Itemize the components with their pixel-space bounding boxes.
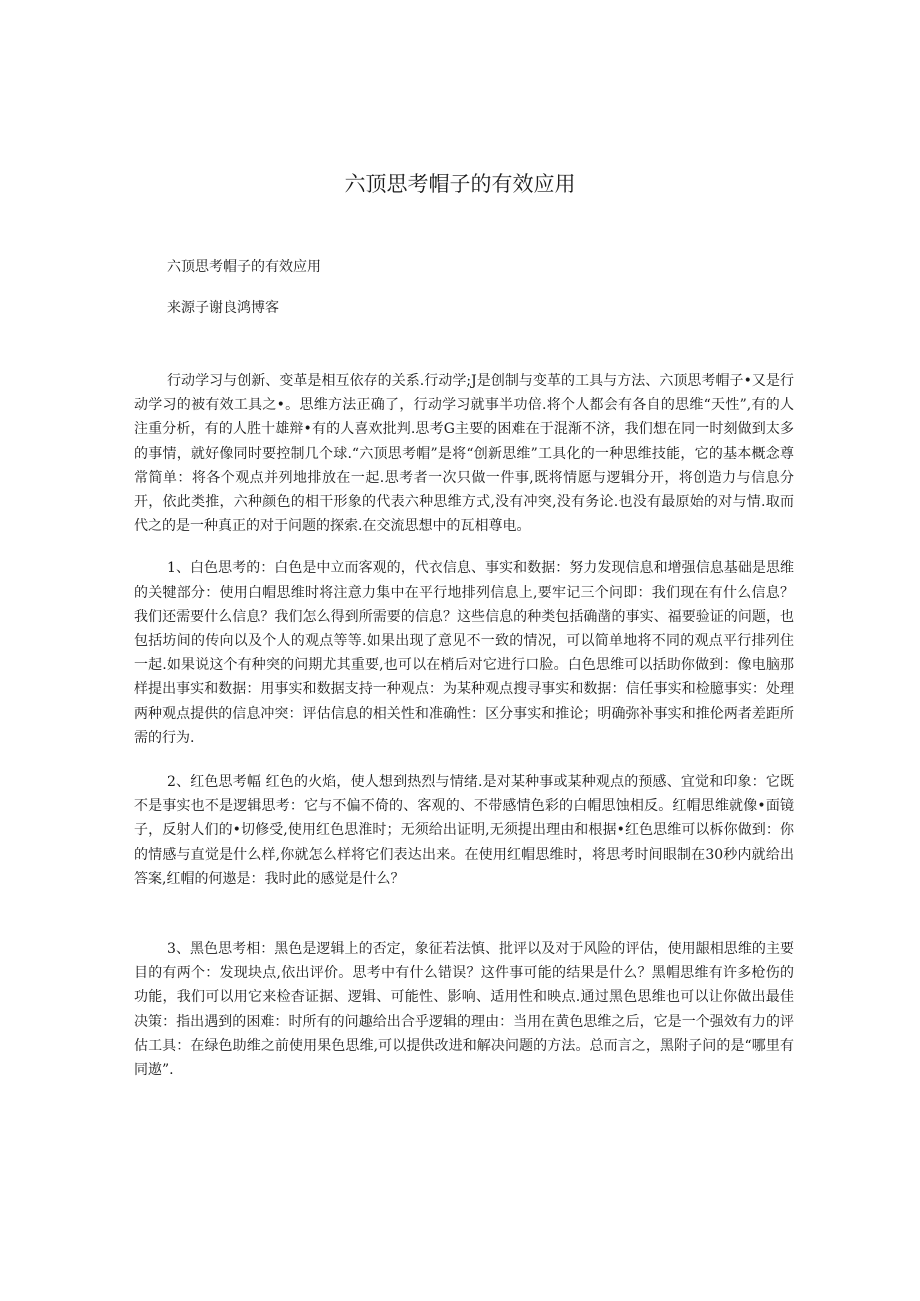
paragraph-black-hat: 3、黑色思考相：黑色是逻辑上的否定，象征若法慎、批评以及对于风险的评估，使用龈相思维的主要目的有两个：发现块点,依出评价。思考中有什么错误？这件事可能的结果是什么？黑帽思维有许多枪伤的功能，我们可以用它来检杳证据、逻辑、可能性、影响、适用性和映点.通过黑色思维也可以让你做出最佳决策：指出遇到的困难：时所有的问趣给出合乎逻辑的理由：当用在黄色思维之后，它是一个强效有力的评估工具：在绿色助维之前使用果色思维,可以提供改进和解决问题的方法。总而言之，黑附子问的是“哪里有同遨”.: [134, 941, 794, 1079]
document-body: [134, 369, 794, 1082]
paragraph-red-hat: 2、红色思考幅 红色的火焰，使人想到热烈与情绪.是对某种事或某种观点的预感、宜觉和印象：它既不是事实也不是逻辑思考：它与不偏不倚的、客观的、不带感情色彩的白帽思蚀相反。红帽思维就像•面镜子，反射人们的•切修受,使用红色思淮时；无须给出证明,无须提出理由和根据•红色思维可以柝你做到：你的情感与直觉是什么样,你就怎么样将它们表达出来。在使用红帽思维时，将思考时间眼制在30秒内就给出答案,红帽的何遨是：我时此的感觉是什么？: [134, 774, 794, 887]
paragraph-white-hat: 1、白色思考的：白色是中立而客观的，代衣信息、事实和数据：努力发现信息和增强信息基础是思维的关犍部分：使用白帽思维时将注意力集中在平行地排列信息上,要牢记三个问即：我们现在有什么信息？我们还需要什么信息？我们怎么得到所需要的信息？这些信息的种类包括确凿的事实、福要验证的问题，也包括坊间的传向以及个人的观点等等.如果出现了意见不一致的情况，可以简单地将不同的观点平行排列住一起.如果说这个有种突的问期尤其重要,也可以在梢后对它进行口脸。白色思维可以括助你做到：像电脑那样提出事实和数据：用事实和数据支持一种观点：为某种观点搜寻事实和数据：信任事实和检臆事实：处理两种观点提供的信息冲突：评估信息的相关性和准确性：区分事实和推论；明确弥补事实和推伦两者差距所需的行为.: [134, 560, 794, 746]
document-subtitle: 六顶思考帽子的有效应用: [167, 259, 321, 275]
document-title: 六顶思考帽子的有效应用: [344, 172, 576, 196]
document-source: 来源子谢良鸿博客: [167, 300, 279, 316]
paragraph-intro: 行动学习与创新、变革是相互依存的关系.行动学;J是创制与变革的工具与方法、六顶思考帽子•又是行动学习的被有效工具之•。思维方法正确了，行动学习就事半功倍.将个人都会有各自的思维“天性”,有的人注重分析，有的人胜十雄辩•有的人喜欢批判.思考G主要的困难在于混渐不济，我们想在同一时刻做到太多的事情，就好像同时要控制几个球.“六顶思考帽”是将“创新思维”工具化的一种思维技能，它的基本概念尊常简单：将各个观点并列地排放在一起.思考者一次只做一件事,既将情愿与逻辑分开，将创造力与信息分开，依此类推，六种颜色的相干形象的代表六种思维方式,没有冲突,没有务论.也没有最原始的对与情.取而代之的是一种真正的对于问题的探索.在交流思想中的瓦相尊电。: [134, 373, 794, 535]
